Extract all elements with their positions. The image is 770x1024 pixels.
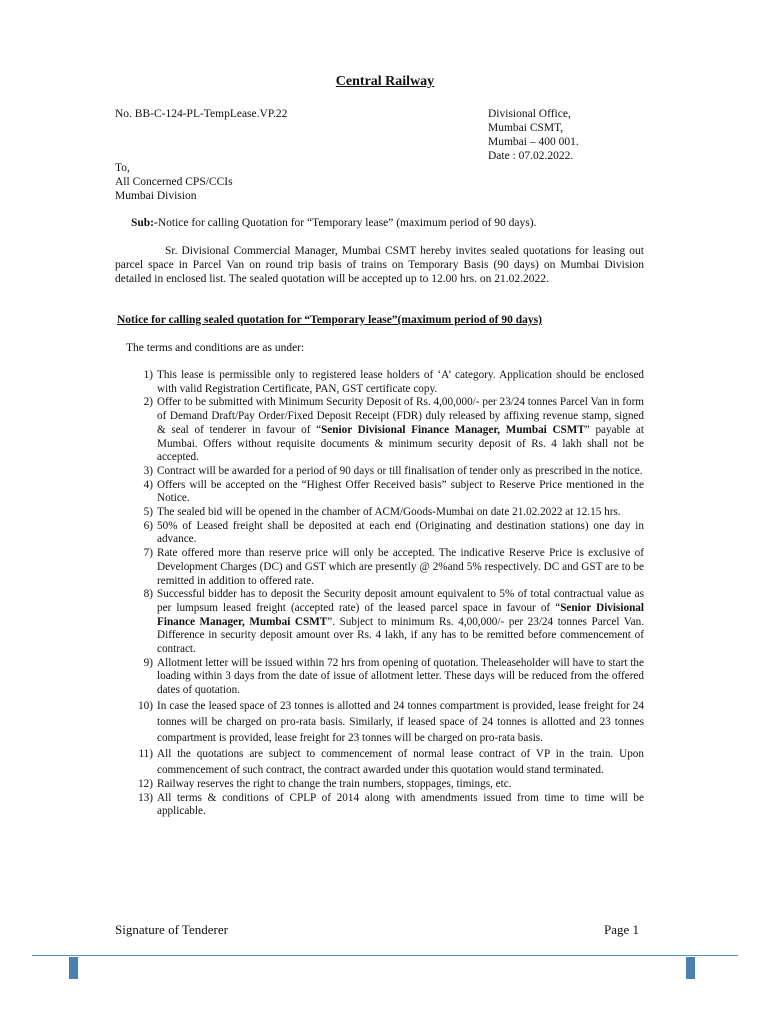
term-item	[127, 396, 644, 465]
term-number: 11)	[138, 747, 153, 760]
term-number: 8)	[143, 588, 153, 601]
term-number: 10)	[138, 699, 153, 712]
term-item	[127, 792, 644, 819]
office-line-1: Divisional Office,	[488, 108, 571, 120]
term-number: 5)	[143, 506, 153, 519]
term-number: 2)	[143, 396, 153, 409]
term-text: Rate offered more than reserve price will only be accepted. The indicative Reserve Price is exclusive of Development Charges (DC) and GST which are presently @ 2%and 5% respectively. DC and GST are to be remitted in addition to offered rate.	[157, 547, 644, 587]
subject-text: Notice for calling Quotation for “Temporary lease” (maximum period of 90 days).	[157, 217, 537, 229]
terms-intro: The terms and conditions are as under:	[126, 342, 305, 354]
term-text: All terms & conditions of CPLP of 2014 along with amendments issued from time to time will be applicable.	[157, 791, 644, 818]
term-number: 13)	[138, 791, 153, 804]
term-number: 4)	[143, 478, 153, 491]
page-number: Page 1	[604, 922, 640, 937]
footer-right-marker	[686, 957, 695, 979]
term-item	[127, 520, 644, 547]
term-number: 12)	[138, 777, 153, 790]
term-number: 9)	[143, 656, 153, 669]
intro-paragraph: Sr. Divisional Commercial Manager, Mumbai CSMT hereby invites sealed quotations for leasing out parcel space in Parcel Van on round trip basis of trains on Temporary Basis (90 days) on Mumbai Division detailed in enclosed list. The sealed quotation will be accepted up to 12.00 hrs. on 21.02.2022.	[115, 245, 644, 285]
term-number: 3)	[143, 464, 153, 477]
signature-label: Signature of Tenderer	[115, 922, 228, 937]
term-number: 7)	[143, 547, 153, 560]
term-text: Railway reserves the right to change the train numbers, stoppages, timings, etc.	[157, 777, 512, 790]
document-title: Central Railway	[335, 74, 435, 89]
term-text: The sealed bid will be opened in the chamber of ACM/Goods-Mumbai on date 21.02.2022 at 12.15 hrs.	[157, 506, 621, 519]
term-text: All the quotations are subject to commencement of normal lease contract of VP in the train. Upon commencement of such contract, the contract awarded under this quotation would stand terminated.	[157, 747, 644, 776]
term-item	[127, 547, 644, 588]
addressee-line-2: All Concerned CPS/CCIs	[115, 176, 233, 188]
subject-line	[131, 217, 536, 229]
term-item	[127, 588, 644, 657]
term-text-pre: Offer to be submitted with Minimum Security Deposit of Rs. 4,00,000/- per 23/24 tonnes Parcel Van in form of Demand Draft/Pay Order/Fixed Deposit Receipt (FDR) duly released by affixing revenue stamp, signed & seal of tenderer in favour of “	[157, 396, 644, 436]
footer-rule	[32, 955, 738, 956]
term-text: Offers will be accepted on the “Highest Offer Received basis” subject to Reserve Price mentioned in the Notice.	[157, 478, 644, 505]
term-text: This lease is permissible only to registered lease holders of ‘A’ category. Application should be enclosed with valid Registration Certificate, PAN, GST certificate copy.	[157, 369, 644, 395]
addressee-block	[115, 161, 233, 203]
term-item	[127, 746, 644, 778]
terms-list	[127, 369, 644, 819]
term-text: In case the leased space of 23 tonnes is allotted and 24 tonnes compartment is provided, lease freight for 24 tonnes will be charged on pro-rata basis. Similarly, if leased space of 24 tonnes is allotted and 23 tonnes compartment is provided, lease freight for 23 tonnes will be charged on pro-rata basis.	[157, 699, 644, 744]
office-line-3: Mumbai – 400 001.	[488, 136, 579, 148]
addressee-line-1: To,	[115, 162, 130, 174]
office-line-2: Mumbai CSMT,	[488, 122, 564, 134]
term-text: Contract will be awarded for a period of 90 days or till finalisation of tender only as prescribed in the notice.	[157, 464, 643, 477]
footer-left-marker	[69, 957, 78, 979]
term-number: 6)	[143, 519, 153, 532]
office-date: Date : 07.02.2022.	[488, 150, 574, 162]
notice-heading: Notice for calling sealed quotation for “Temporary lease”(maximum period of 90 days)	[117, 314, 542, 326]
term-item	[127, 479, 644, 506]
term-text-post: ”. Subject to minimum Rs. 4,00,000/- per 23/24 tonnes Parcel Van. Difference in security deposit amount over Rs. 4 lakh, if any has to be remitted before commencement of contract.	[157, 615, 644, 656]
term-text-bold: Senior Divisional Finance Manager, Mumbai CSMT	[157, 601, 644, 628]
addressee-line-3: Mumbai Division	[115, 190, 197, 202]
term-text: 50% of Leased freight shall be deposited at each end (Originating and destination stations) one day in advance.	[157, 519, 644, 546]
term-item	[127, 657, 644, 698]
subject-label: Sub:-	[131, 217, 158, 229]
term-text-pre: Successful bidder has to deposit the Security deposit amount equivalent to 5% of total contractual value as per lumpsum leased freight (accepted rate) of the leased parcel space in favour of “	[157, 588, 644, 614]
term-number: 1)	[143, 369, 153, 381]
term-text-post: ” payable at Mumbai. Offers without requisite documents & minimum security deposit of Rs. 4 lakh shall not be accepted.	[157, 423, 645, 464]
term-item	[127, 506, 644, 520]
term-item	[127, 698, 644, 746]
term-item	[127, 369, 644, 396]
term-text-bold: Senior Divisional Finance Manager, Mumbai CSMT	[321, 423, 585, 436]
term-item	[127, 778, 644, 792]
term-text: Allotment letter will be issued within 72 hrs from opening of quotation. Theleaseholder will have to start the loading within 3 days from the date of issue of allotment letter. These days will be reduced from the offered dates of quotation.	[157, 656, 644, 697]
office-address	[488, 107, 579, 163]
reference-number: No. BB-C-124-PL-TempLease.VP.22	[115, 108, 288, 120]
term-item	[127, 465, 644, 479]
